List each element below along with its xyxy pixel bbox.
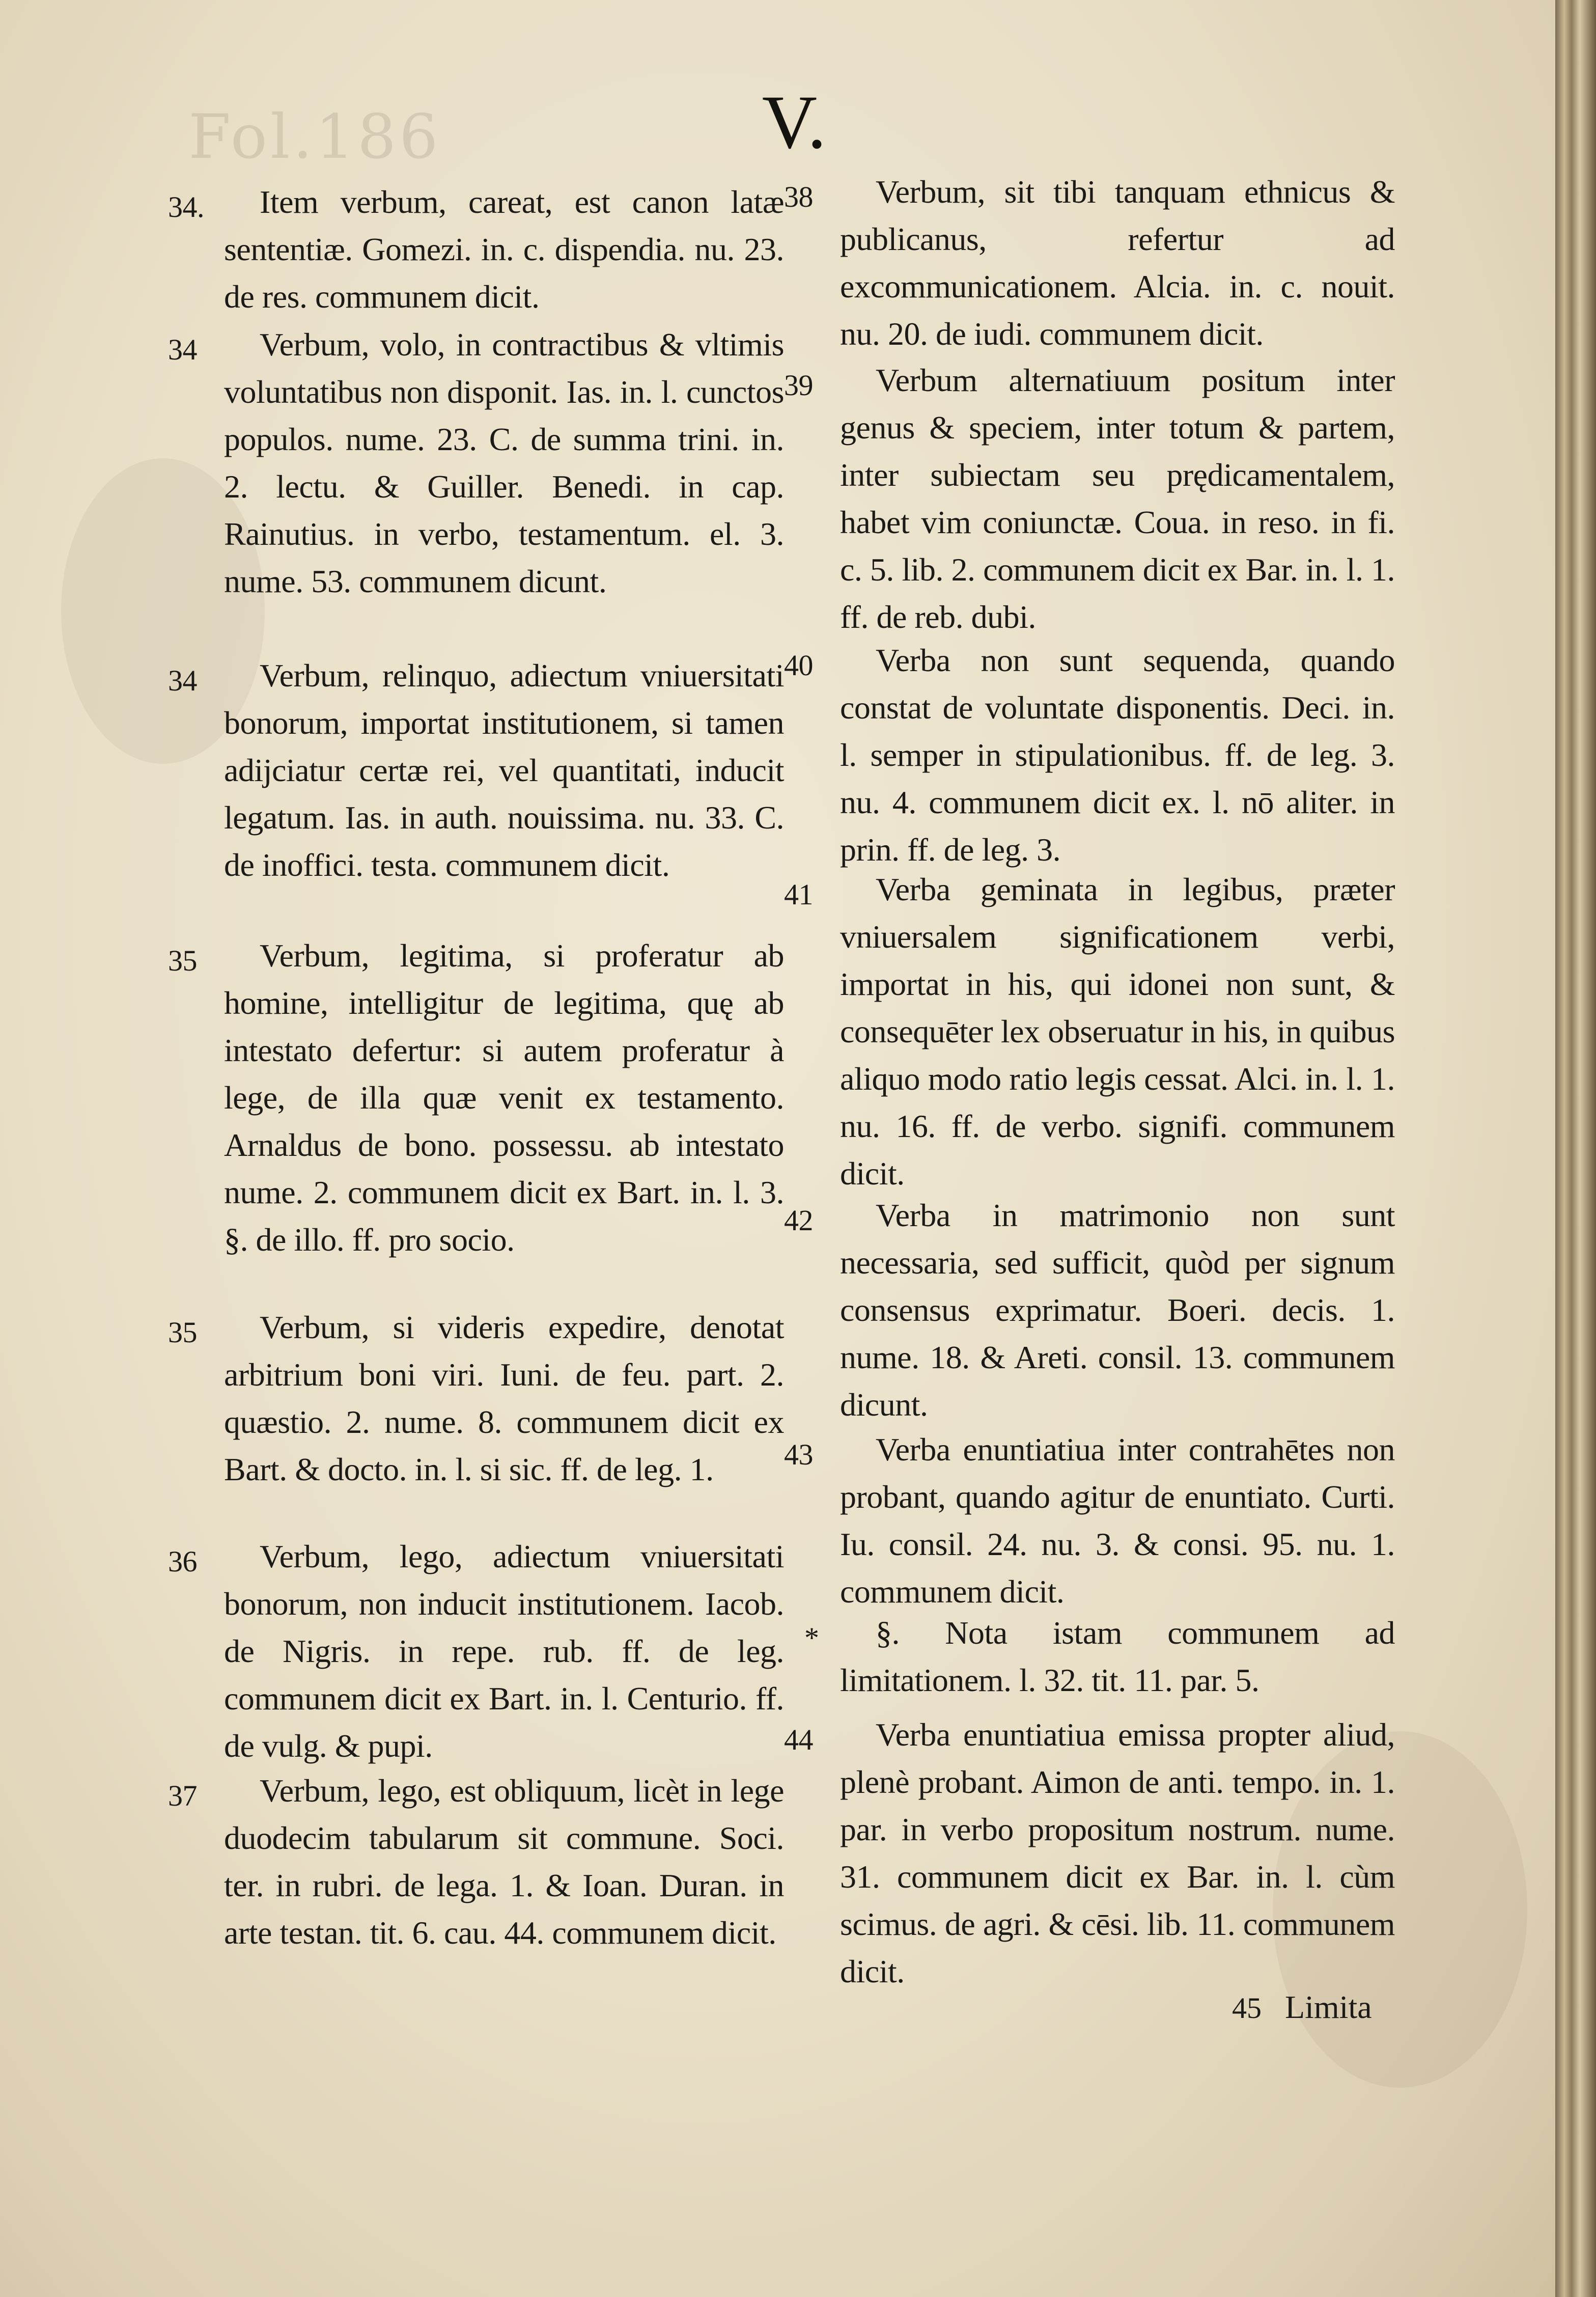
entry-text: Verbum, legitima, si proferatur ab homine, intelligitur de legitima, quę ab intestato defertur: si autem proferatur à lege, de illa quæ venit ex testamento. Arnaldus de bono. possessu. ab intestato nume. 2. communem dicit ex Bart. in. l. 3. §. de illo. ff. pro socio.: [224, 937, 784, 1258]
entry-number: 35: [168, 1316, 197, 1349]
catchword-number: 45: [1232, 1991, 1262, 2025]
catchword: [1232, 1988, 1372, 2026]
entry-number: 41: [784, 878, 813, 911]
entry-text: Verba enuntiatiua inter contrahētes non probant, quando agitur de enuntiato. Curti. Iu. consil. 24. nu. 3. & consi. 95. nu. 1. communem dicit.: [840, 1431, 1395, 1610]
entry-text: Verba in matrimonio non sunt necessaria, sed sufficit, quòd per signum consensus exprimatur. Boeri. decis. 1. nume. 18. & Areti. consil. 13. communem dicunt.: [840, 1197, 1395, 1423]
entry-number: 36: [168, 1545, 197, 1578]
entry-text: §. Nota istam communem ad limitationem. l. 32. tit. 11. par. 5.: [840, 1615, 1395, 1698]
page-edge-binding: [1555, 0, 1596, 2297]
entry-number: 40: [784, 649, 813, 682]
entry-number: 42: [784, 1204, 813, 1237]
catchword-text: Limita: [1285, 1989, 1372, 2025]
entry-text: Verbum, sit tibi tanquam ethnicus & publicanus, refertur ad excommunicationem. Alcia. in. c. nouit. nu. 20. de iudi. communem dicit.: [840, 174, 1395, 352]
entry-text: Verba enuntiatiua emissa propter aliud, plenè probant. Aimon de anti. tempo. in. 1. par. in verbo propositum nostrum. nume. 31. communem dicit ex Bar. in. l. cùm scimus. de agri. & cēsi. lib. 11. communem dicit.: [840, 1717, 1395, 1989]
entry-right-5: [784, 1192, 1395, 1428]
entry-number: 44: [784, 1723, 813, 1756]
entry-right-4: [784, 866, 1395, 1197]
entry-number: 39: [784, 369, 813, 402]
entry-right-note: [804, 1609, 1395, 1704]
entry-left-3: [168, 652, 784, 889]
entry-right-3: [784, 636, 1395, 873]
entry-text: Verbum, si videris expedire, denotat arbitrium boni viri. Iuni. de feu. part. 2. quæstio. 2. nume. 8. communem dicit ex Bart. & docto. in. l. si sic. ff. de leg. 1.: [224, 1309, 784, 1487]
entry-right-6: [784, 1426, 1395, 1615]
entry-number: 37: [168, 1779, 197, 1812]
entry-right-2: [784, 356, 1395, 641]
entry-number: 38: [784, 180, 813, 213]
entry-text: Verbum, lego, est obliquum, licèt in lege duodecim tabularum sit commune. Soci. ter. in rubri. de lega. 1. & Ioan. Duran. in arte testan. tit. 6. cau. 44. communem dicit.: [224, 1773, 784, 1951]
entry-marker: *: [804, 1621, 819, 1654]
entry-text: Verba geminata in legibus, præter vniuersalem significationem verbi, importat in his, qui idonei non sunt, & consequēter lex obseruatur in his, in quibus aliquo modo ratio legis cessat. Alci. in. l. 1. nu. 16. ff. de verbo. signifi. communem dicit.: [840, 871, 1395, 1192]
entry-text: Verbum alternatiuum positum inter genus & speciem, inter totum & partem, inter subiectam seu prędicamentalem, habet vim coniunctæ. Coua. in reso. in fi. c. 5. lib. 2. communem dicit ex Bar. in. l. 1. ff. de reb. dubi.: [840, 362, 1395, 635]
entry-number: 34: [168, 333, 197, 366]
entry-left-2: [168, 321, 784, 605]
entry-number: 35: [168, 944, 197, 977]
entry-left-4: [168, 932, 784, 1263]
entry-text: Verbum, lego, adiectum vniuersitati bonorum, non inducit institutionem. Iacob. de Nigris. in repe. rub. ff. de leg. communem dicit ex Bart. in. l. Centurio. ff. de vulg. & pupi.: [224, 1538, 784, 1764]
entry-text: Verbum, volo, in contractibus & vltimis voluntatibus non disponit. Ias. in. l. cunctos populos. nume. 23. C. de summa trini. in. 2. lectu. & Guiller. Benedi. in cap. Rainutius. in verbo, testamentum. el. 3. nume. 53. communem dicunt.: [224, 326, 784, 599]
entry-text: Verbum, relinquo, adiectum vniuersitati bonorum, importat institutionem, si tamen adijciatur certæ rei, vel quantitati, inducit legatum. Ias. in auth. nouissima. nu. 33. C. de inoffici. testa. communem dicit.: [224, 657, 784, 883]
entry-left-1: [168, 178, 784, 320]
entry-number: 34: [168, 664, 197, 697]
entry-left-5: [168, 1304, 784, 1493]
entry-left-7: [168, 1767, 784, 1956]
entry-number: 43: [784, 1438, 813, 1471]
entry-number: 34.: [168, 190, 204, 224]
entry-left-6: [168, 1533, 784, 1769]
entry-text: Item verbum, careat, est canon latæ sententiæ. Gomezi. in. c. dispendia. nu. 23. de res. communem dicit.: [224, 184, 784, 315]
show-through-folio: Fol.186: [188, 102, 441, 173]
entry-text: Verba non sunt sequenda, quando constat de voluntate disponentis. Deci. in. l. semper in stipulationibus. ff. de leg. 3. nu. 4. communem dicit ex. l. nō aliter. in prin. ff. de leg. 3.: [840, 642, 1395, 868]
entry-right-7: [784, 1711, 1395, 1995]
entry-right-1: [784, 168, 1395, 357]
section-letter-heading: V.: [762, 80, 827, 164]
